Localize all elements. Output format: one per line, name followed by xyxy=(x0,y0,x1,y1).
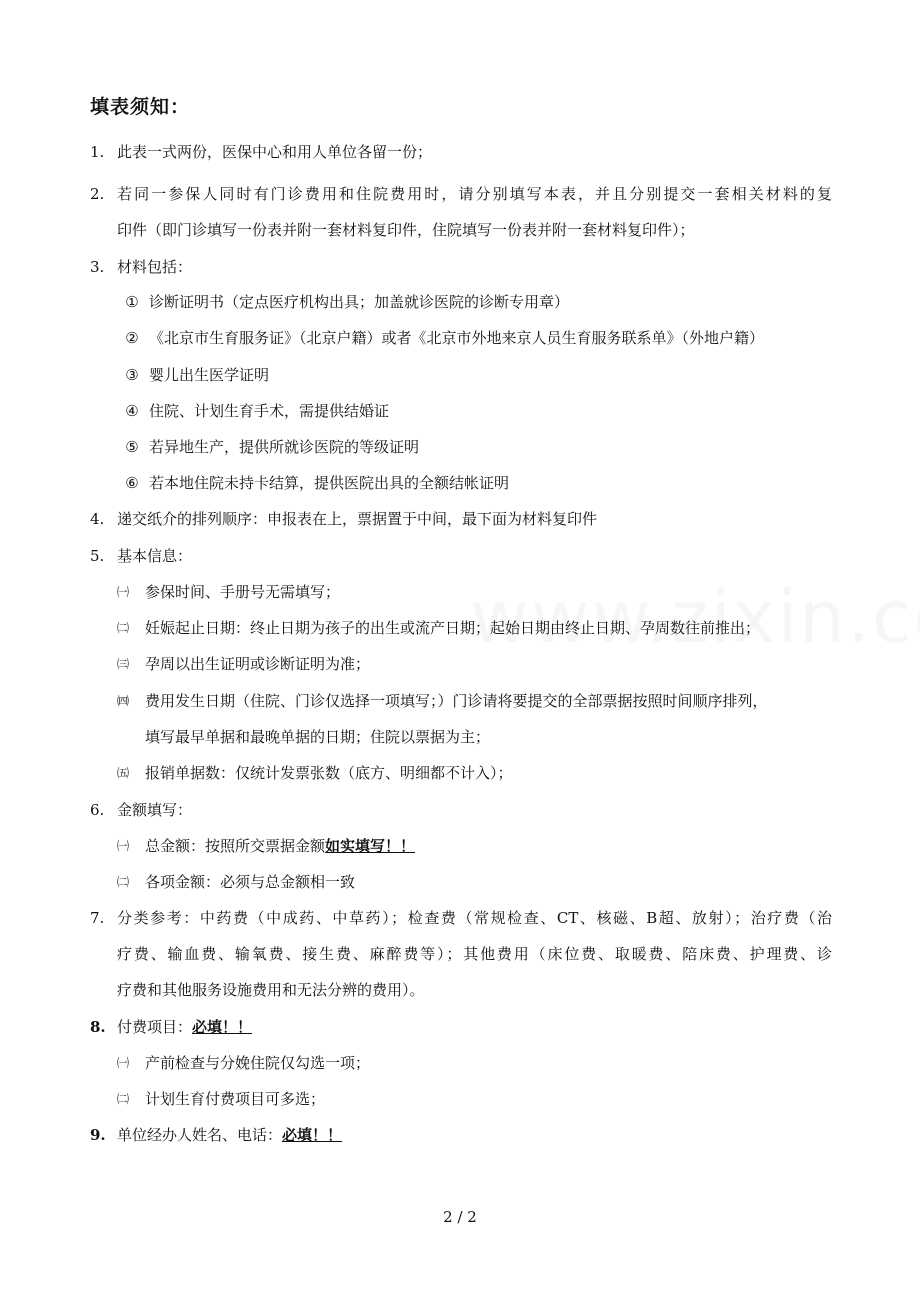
sub-item-text: 费用发生日期（住院、门诊仅选择一项填写；）门诊请将要提交的全部票据按照时间顺序排列， xyxy=(145,692,768,710)
item-number: 5. xyxy=(90,547,105,565)
item-number: 8. xyxy=(90,1018,106,1036)
sub-item-text: 报销单据数：仅统计发票张数（底方、明细都不计入）； xyxy=(145,764,513,782)
sub-item-text: 孕周以出生证明或诊断证明为准； xyxy=(145,655,371,673)
circled-number-marker: ① xyxy=(125,293,139,311)
parenthesized-number-marker: ㈡ xyxy=(117,875,130,889)
item-text: 递交纸介的排列顺序：申报表在上，票据置于中间，最下面为材料复印件 xyxy=(117,510,598,528)
sub-item-text: 诊断证明书（定点医疗机构出具；加盖就诊医院的诊断专用章） xyxy=(149,293,570,311)
item-text: 金额填写： xyxy=(117,801,193,819)
item-number: 7. xyxy=(90,909,105,927)
page-title: 填表须知： xyxy=(90,96,191,118)
sub-item-text: 填写最早单据和最晚单据的日期；住院以票据为主； xyxy=(145,728,491,746)
item-text: 若同一参保人同时有门诊费用和住院费用时，请分别填写本表，并且分别提交一套相关材料的复 xyxy=(117,185,832,203)
item-text: 疗费、输血费、输氧费、接生费、麻醉费等）；其他费用（床位费、取暖费、陪床费、护理费、诊 xyxy=(117,945,832,963)
item-number: 2. xyxy=(90,185,105,203)
item-text: 疗费和其他服务设施费用和无法分辨的费用）。 xyxy=(117,981,425,999)
circled-number-marker: ⑤ xyxy=(125,438,139,456)
sub-item-text: 各项金额：必须与总金额相一致 xyxy=(145,873,356,891)
sub-item-text: 计划生育付费项目可多选； xyxy=(145,1090,326,1108)
item-number: 9. xyxy=(90,1126,106,1144)
sub-item-text: 参保时间、手册号无需填写； xyxy=(145,583,341,601)
sub-item-text: 《北京市生育服务证》（北京户籍）或者《北京市外地来京人员生育服务联系单》（外地户籍） xyxy=(149,329,765,347)
item-plain-text: 付费项目： xyxy=(117,1018,193,1036)
item-text: 印件（即门诊填写一份表并附一套材料复印件，住院填写一份表并附一套材料复印件）； xyxy=(117,221,695,239)
parenthesized-number-marker: ㈡ xyxy=(117,621,130,635)
circled-number-marker: ④ xyxy=(125,402,139,420)
parenthesized-number-marker: ㈣ xyxy=(117,694,130,708)
emphasis-underlined-text: 必填！！ xyxy=(282,1126,343,1144)
emphasis-underlined-text: 如实填写！！ xyxy=(325,837,416,855)
item-text: 材料包括： xyxy=(117,258,193,276)
item-number: 4. xyxy=(90,510,105,528)
item-number: 6. xyxy=(90,801,105,819)
parenthesized-number-marker: ㈡ xyxy=(117,1092,130,1106)
watermark xyxy=(470,575,920,659)
circled-number-marker: ⑥ xyxy=(125,474,139,492)
sub-item-text: 若本地住院未持卡结算，提供医院出具的全额结帐证明 xyxy=(149,474,510,492)
item-number: 3. xyxy=(90,258,105,276)
page-number: 2 / 2 xyxy=(443,1208,477,1226)
sub-item-text: 婴儿出生医学证明 xyxy=(149,366,270,384)
item-text: 分类参考：中药费（中成药、中草药）；检查费（常规检查、CT、核磁、B超、放射）；治疗费（治 xyxy=(117,909,832,927)
circled-number-marker: ③ xyxy=(125,366,139,384)
item-text: 基本信息： xyxy=(117,547,193,565)
item-text: 此表一式两份，医保中心和用人单位各留一份； xyxy=(117,143,433,161)
circled-number-marker: ② xyxy=(125,329,139,347)
sub-item-text: 产前检查与分娩住院仅勾选一项； xyxy=(145,1054,371,1072)
sub-item-text: 若异地生产，提供所就诊医院的等级证明 xyxy=(149,438,420,456)
sub-item-text: 妊娠起止日期：终止日期为孩子的出生或流产日期；起始日期由终止日期、孕周数往前推出； xyxy=(145,619,761,637)
parenthesized-number-marker: ㈢ xyxy=(117,657,130,671)
parenthesized-number-marker: ㈤ xyxy=(117,766,130,780)
parenthesized-number-marker: ㈠ xyxy=(117,1056,130,1070)
item-number: 1. xyxy=(90,143,105,161)
parenthesized-number-marker: ㈠ xyxy=(117,839,130,853)
sub-item-text: 住院、计划生育手术，需提供结婚证 xyxy=(149,402,390,420)
emphasis-underlined-text: 必填！！ xyxy=(192,1018,253,1036)
item-text xyxy=(117,1125,342,1145)
sub-item-text xyxy=(145,836,415,856)
sub-item-plain-text: 总金额：按照所交票据金额 xyxy=(145,837,326,855)
parenthesized-number-marker: ㈠ xyxy=(117,585,130,599)
item-text xyxy=(117,1017,252,1037)
item-plain-text: 单位经办人姓名、电话： xyxy=(117,1126,283,1144)
